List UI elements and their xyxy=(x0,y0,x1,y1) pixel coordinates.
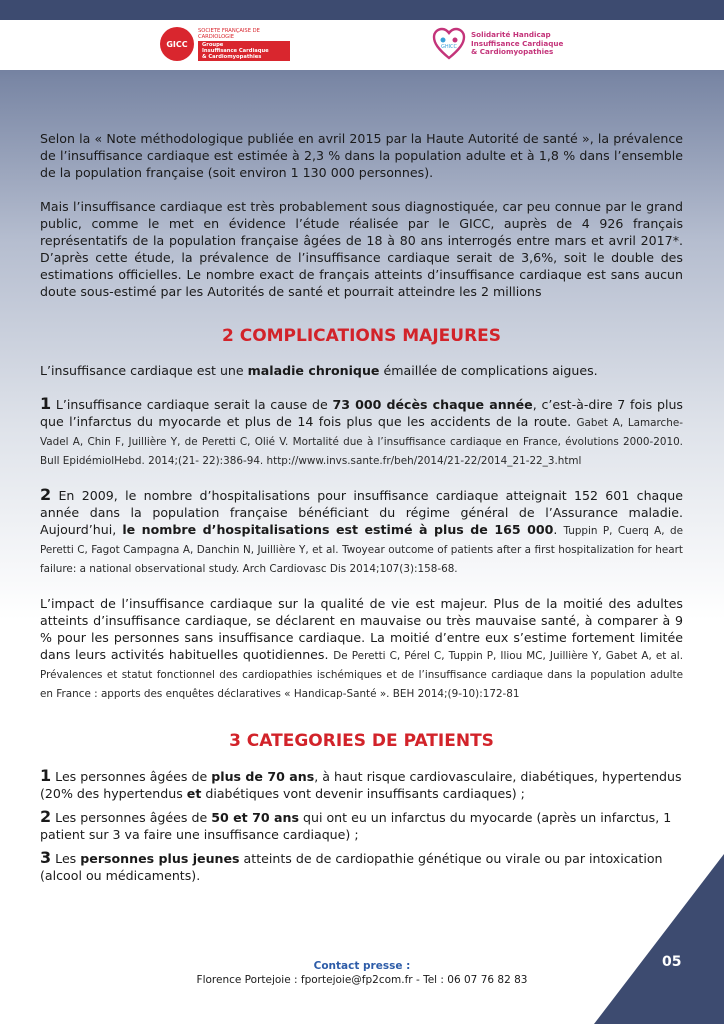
item-emphasis: 73 000 décès chaque année xyxy=(332,397,533,412)
gicc-society-line: SOCIETE FRANÇAISE DE CARDIOLOGIE xyxy=(198,27,260,40)
item-reference: Gabet A, Lamarche-Vadel A, Chin F, Juillière Y, de Peretti C, Olié V. Mortalité due à l’insuffisance cardiaque en France, évolutions 2000-2010. Bull EpidémiolHebd. 2014;(21- 22):386-94. http://www.invs.sante.fr/beh/2014/21-22/2014_21-22_3.html xyxy=(40,417,683,467)
item-emphasis: personnes plus jeunes xyxy=(80,851,240,866)
solidarite-logo-text xyxy=(471,31,563,57)
complication-item-2 xyxy=(40,486,683,578)
heart-people-icon xyxy=(432,27,466,61)
top-bar xyxy=(0,0,724,20)
item-number: 1 xyxy=(40,394,52,413)
item-text-cont: , c’est-à-dire 7 fois plus que l’infarctus du myocarde et plus de 14 fois plus que les accidents de la route. xyxy=(40,397,683,429)
item-text-cont: qui ont eu un infarctus du myocarde (après un infarctus, 1 patient sur 3 va faire une insuffisance cardiaque) ; xyxy=(40,810,672,842)
impact-paragraph xyxy=(40,595,683,703)
complication-item-1 xyxy=(40,395,683,470)
ghicc-mark: GHICC xyxy=(440,44,458,50)
impact-reference: De Peretti C, Pérel C, Tuppin P, Iliou MC, Juillière Y, Gabet A, et al. Prévalences et statut fonctionnel des cardiopathies ischémiques et de l’insuffisance cardiaque dans la population adulte en France : apports des enquêtes déclaratives « Handicap-Santé ». BEH 2014;(9-10):172-81 xyxy=(40,650,683,700)
solidarite-handicap-logo xyxy=(432,24,572,64)
lead-text: L’insuffisance cardiaque est une xyxy=(40,363,248,378)
category-item-3 xyxy=(40,849,683,884)
item-number: 2 xyxy=(40,485,52,504)
item-number: 2 xyxy=(40,807,52,826)
item-text: Les personnes âgées de xyxy=(51,810,212,825)
section-title-categories: 3 CATEGORIES DE PATIENTS xyxy=(229,731,494,751)
contact-label: Contact presse : xyxy=(313,960,411,972)
item-number: 3 xyxy=(40,848,52,867)
item-reference: Tuppin P, Cuerq A, de Peretti C, Fagot Campagna A, Danchin N, Juillière Y, et al. Twoyear outcome of patients after a first hospitalization for heart failure: a national observational study. Arch Cardiovasc Dis 2014;107(3):158-68. xyxy=(40,525,683,575)
header-band xyxy=(0,20,724,70)
contact-line: Florence Portejoie : fportejoie@fp2com.fr - Tel : 06 07 76 82 83 xyxy=(196,974,528,986)
gicc-group-label: Groupe xyxy=(202,41,224,48)
item-text-cont: . xyxy=(553,522,564,537)
impact-text: L’impact de l’insuffisance cardiaque sur la qualité de vie est majeur. Plus de la moitié des adultes atteints d’insuffisance cardiaque, se déclarent en mauvaise ou très mauvaise santé, à comparer à 9 % pour les personnes sans insuffisance cardiaque. La moitié d’entre eux s’estime fortement limitée dans leurs activités habituelles quotidiennes. xyxy=(40,596,683,662)
section-title-complications: 2 COMPLICATIONS MAJEURES xyxy=(221,326,502,346)
item-text: En 2009, le nombre d’hospitalisations pour insuffisance cardiaque atteignait 152 601 chaque année dans la population française bénéficiant du régime général de l’Assurance maladie. Aujourd’hui, xyxy=(40,488,683,537)
solidarite-line2: Insuffisance Cardiaque xyxy=(471,38,564,48)
item-emphasis: le nombre d’hospitalisations est estimé à plus de 165 000 xyxy=(122,522,554,537)
gicc-group-box xyxy=(198,41,290,61)
item-text: Les xyxy=(51,851,81,866)
item-emphasis-2: et xyxy=(186,786,202,801)
category-item-1 xyxy=(40,767,683,802)
gicc-logo xyxy=(160,26,290,62)
solidarite-line1: Solidarité Handicap xyxy=(471,30,551,40)
item-text-end: diabétiques vont devenir insuffisants cardiaques) ; xyxy=(201,786,525,801)
item-emphasis: 50 et 70 ans xyxy=(211,810,299,825)
gicc-group-name1: Insuffisance Cardiaque xyxy=(202,47,269,54)
gicc-group-name2: & Cardiomyopathies xyxy=(202,53,262,60)
item-text-cont: atteints de de cardiopathie génétique ou virale ou par intoxication (alcool ou médicaments). xyxy=(40,851,663,883)
corner-decoration xyxy=(594,854,724,1024)
lead-emphasis: maladie chronique xyxy=(247,363,380,378)
solidarite-line3: & Cardiomyopathies xyxy=(471,47,554,57)
main-content xyxy=(40,130,683,884)
gicc-logo-text xyxy=(198,28,290,61)
item-text-cont: , à haut risque cardiovasculaire, diabétiques, hypertendus (20% des hypertendus xyxy=(40,769,682,801)
item-text: L’insuffisance cardiaque serait la cause de xyxy=(51,397,333,412)
complications-lead xyxy=(40,362,683,379)
lead-text-end: émaillée de complications aigues. xyxy=(379,363,598,378)
item-emphasis: plus de 70 ans xyxy=(211,769,315,784)
intro-paragraph-2: Mais l’insuffisance cardiaque est très probablement sous diagnostiquée, car peu connue par le grand public, comme le met en évidence l’étude réalisée par le GICC, auprès de 4 926 français représentatifs de la population française âgées de 18 à 80 ans interrogés entre mars et avril 2017*. D’après cette étude, la prévalence de l’insuffisance cardiaque serait de 3,6%, soit le double des estimations officielles. Le nombre exact de français atteints d’insuffisance cardiaque est sans aucun doute sous-estimé par les Autorités de santé et pourrait atteindre les 2 millions xyxy=(40,199,683,299)
category-item-2 xyxy=(40,808,683,843)
gicc-heart-icon: GICC xyxy=(160,27,194,61)
item-text: Les personnes âgées de xyxy=(51,769,212,784)
intro-paragraph-1: Selon la « Note méthodologique publiée en avril 2015 par la Haute Autorité de santé », la prévalence de l’insuffisance cardiaque est estimée à 2,3 % dans la population adulte et à 1,8 % dans l’ensemble de la population française (soit environ 1 130 000 personnes). xyxy=(40,131,683,180)
page-number: 05 xyxy=(662,954,682,970)
item-number: 1 xyxy=(40,766,52,785)
